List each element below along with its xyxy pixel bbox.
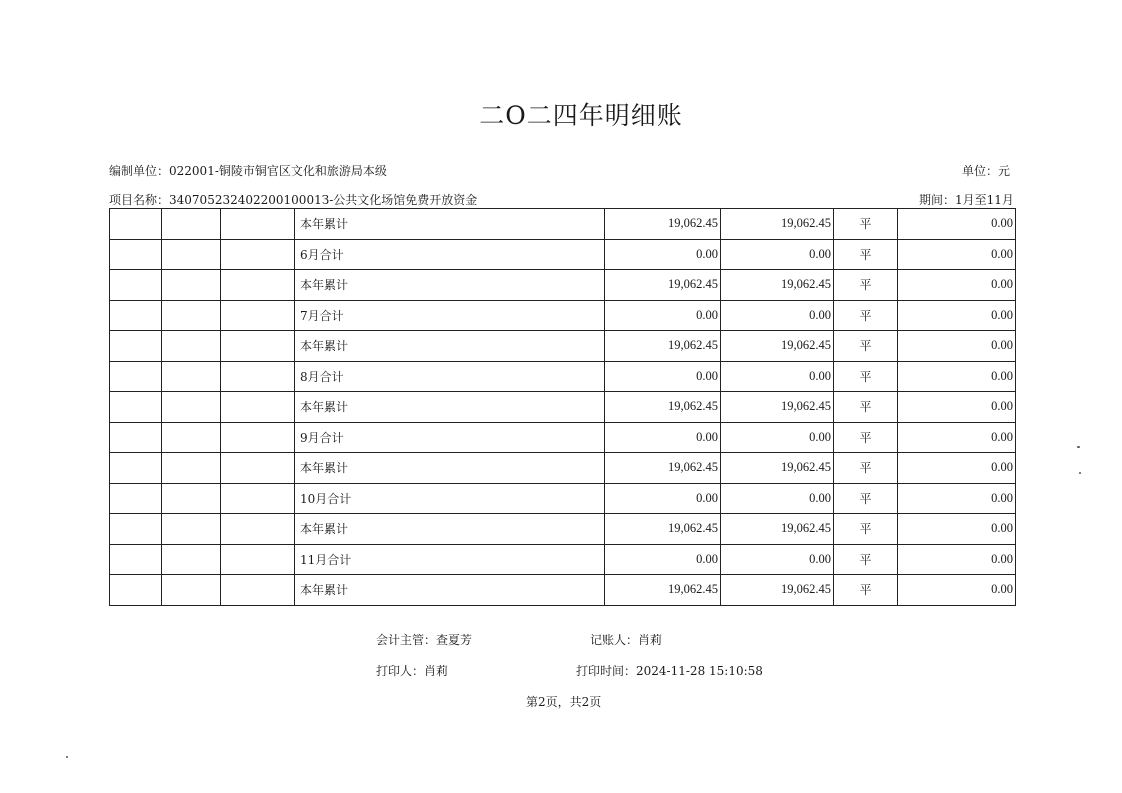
blank-cell — [110, 422, 162, 453]
printer-label: 打印人： — [376, 664, 425, 678]
direction-cell: 平 — [834, 575, 898, 606]
credit-cell: 19,062.45 — [721, 514, 834, 545]
blank-cell — [162, 331, 221, 362]
direction-cell: 平 — [834, 239, 898, 270]
table-row — [110, 453, 1016, 484]
blank-cell — [110, 392, 162, 423]
blank-cell — [110, 331, 162, 362]
summary-cell: 10月合计 — [295, 483, 605, 514]
table-row — [110, 300, 1016, 331]
debit-cell: 19,062.45 — [605, 270, 721, 301]
credit-cell: 0.00 — [721, 361, 834, 392]
balance-cell: 0.00 — [898, 483, 1016, 514]
balance-cell: 0.00 — [898, 270, 1016, 301]
scan-speck — [1077, 446, 1080, 448]
debit-cell: 0.00 — [605, 422, 721, 453]
blank-cell — [110, 483, 162, 514]
table-row — [110, 422, 1016, 453]
debit-cell: 19,062.45 — [605, 453, 721, 484]
summary-cell: 9月合计 — [295, 422, 605, 453]
summary-cell: 本年累计 — [295, 392, 605, 423]
direction-cell: 平 — [834, 392, 898, 423]
summary-cell: 本年累计 — [295, 331, 605, 362]
blank-cell — [110, 575, 162, 606]
supervisor — [376, 631, 472, 648]
page-info: 第2页，共2页 — [526, 695, 602, 709]
blank-cell — [221, 300, 295, 331]
direction-cell: 平 — [834, 361, 898, 392]
project-name-value: 34070523240220010001З-公共文化场馆免费开放资金 — [169, 193, 478, 207]
blank-cell — [110, 300, 162, 331]
balance-cell: 0.00 — [898, 544, 1016, 575]
table-row — [110, 239, 1016, 270]
direction-cell: 平 — [834, 422, 898, 453]
currency-unit-label: 单位： — [962, 164, 999, 178]
blank-cell — [221, 575, 295, 606]
debit-cell: 0.00 — [605, 544, 721, 575]
period-label: 期间： — [919, 193, 956, 207]
summary-cell: 7月合计 — [295, 300, 605, 331]
blank-cell — [162, 392, 221, 423]
currency-unit-value: 元 — [998, 164, 1011, 178]
period-value: 1月至11月 — [955, 193, 1014, 207]
credit-cell: 0.00 — [721, 544, 834, 575]
direction-cell: 平 — [834, 544, 898, 575]
blank-cell — [162, 361, 221, 392]
print-time-label: 打印时间： — [576, 664, 637, 678]
blank-cell — [110, 544, 162, 575]
compiling-unit-label: 编制单位： — [109, 164, 170, 178]
table-row — [110, 361, 1016, 392]
balance-cell: 0.00 — [898, 453, 1016, 484]
supervisor-label: 会计主管： — [376, 633, 437, 647]
scan-speck — [1079, 472, 1081, 474]
table-row — [110, 270, 1016, 301]
blank-cell — [162, 239, 221, 270]
credit-cell: 19,062.45 — [721, 392, 834, 423]
blank-cell — [221, 361, 295, 392]
blank-cell — [221, 331, 295, 362]
direction-cell: 平 — [834, 483, 898, 514]
blank-cell — [162, 270, 221, 301]
blank-cell — [162, 483, 221, 514]
balance-cell: 0.00 — [898, 239, 1016, 270]
blank-cell — [221, 453, 295, 484]
credit-cell: 19,062.45 — [721, 331, 834, 362]
blank-cell — [110, 514, 162, 545]
blank-cell — [221, 544, 295, 575]
debit-cell: 19,062.45 — [605, 575, 721, 606]
summary-cell: 本年累计 — [295, 209, 605, 240]
credit-cell: 19,062.45 — [721, 270, 834, 301]
table-row — [110, 209, 1016, 240]
blank-cell — [162, 575, 221, 606]
table-row — [110, 483, 1016, 514]
balance-cell: 0.00 — [898, 209, 1016, 240]
credit-cell: 0.00 — [721, 300, 834, 331]
debit-cell: 0.00 — [605, 361, 721, 392]
supervisor-value: 查夏芳 — [436, 633, 473, 647]
bookkeeper — [590, 631, 662, 648]
summary-cell: 本年累计 — [295, 270, 605, 301]
printer-value: 肖莉 — [424, 664, 449, 678]
blank-cell — [221, 514, 295, 545]
summary-cell: 本年累计 — [295, 575, 605, 606]
table-row — [110, 544, 1016, 575]
direction-cell: 平 — [834, 209, 898, 240]
table-row — [110, 392, 1016, 423]
blank-cell — [221, 483, 295, 514]
blank-cell — [162, 422, 221, 453]
bookkeeper-value: 肖莉 — [638, 633, 663, 647]
print-time-value: 2024-11-28 15:10:58 — [636, 664, 763, 678]
blank-cell — [162, 209, 221, 240]
blank-cell — [162, 544, 221, 575]
debit-cell: 19,062.45 — [605, 392, 721, 423]
blank-cell — [221, 239, 295, 270]
summary-cell: 8月合计 — [295, 361, 605, 392]
debit-cell: 0.00 — [605, 300, 721, 331]
ledger-body — [110, 209, 1016, 606]
blank-cell — [110, 361, 162, 392]
balance-cell: 0.00 — [898, 575, 1016, 606]
project-name — [109, 191, 477, 208]
credit-cell: 19,062.45 — [721, 453, 834, 484]
blank-cell — [221, 422, 295, 453]
balance-cell: 0.00 — [898, 392, 1016, 423]
balance-cell: 0.00 — [898, 514, 1016, 545]
scan-speck — [66, 756, 68, 758]
blank-cell — [221, 270, 295, 301]
ledger-table — [109, 208, 1016, 606]
credit-cell: 0.00 — [721, 239, 834, 270]
debit-cell: 0.00 — [605, 239, 721, 270]
currency-unit — [962, 162, 1010, 179]
direction-cell: 平 — [834, 514, 898, 545]
blank-cell — [110, 453, 162, 484]
ledger-title: 二O二四年明细账 — [479, 101, 683, 130]
print-time — [576, 662, 763, 679]
blank-cell — [162, 300, 221, 331]
summary-cell: 6月合计 — [295, 239, 605, 270]
period — [919, 191, 1014, 208]
credit-cell: 19,062.45 — [721, 575, 834, 606]
direction-cell: 平 — [834, 331, 898, 362]
blank-cell — [110, 270, 162, 301]
debit-cell: 19,062.45 — [605, 514, 721, 545]
blank-cell — [162, 514, 221, 545]
credit-cell: 0.00 — [721, 422, 834, 453]
blank-cell — [110, 239, 162, 270]
direction-cell: 平 — [834, 270, 898, 301]
debit-cell: 19,062.45 — [605, 331, 721, 362]
summary-cell: 本年累计 — [295, 453, 605, 484]
compiling-unit — [109, 162, 387, 179]
blank-cell — [221, 209, 295, 240]
blank-cell — [162, 453, 221, 484]
compiling-unit-value: 022001-铜陵市铜官区文化和旅游局本级 — [169, 164, 387, 178]
debit-cell: 19,062.45 — [605, 209, 721, 240]
blank-cell — [221, 392, 295, 423]
summary-cell: 本年累计 — [295, 514, 605, 545]
printer — [376, 662, 448, 679]
debit-cell: 0.00 — [605, 483, 721, 514]
project-name-label: 项目名称： — [109, 193, 170, 207]
table-row — [110, 575, 1016, 606]
direction-cell: 平 — [834, 453, 898, 484]
balance-cell: 0.00 — [898, 422, 1016, 453]
balance-cell: 0.00 — [898, 361, 1016, 392]
table-row — [110, 331, 1016, 362]
balance-cell: 0.00 — [898, 300, 1016, 331]
credit-cell: 19,062.45 — [721, 209, 834, 240]
credit-cell: 0.00 — [721, 483, 834, 514]
balance-cell: 0.00 — [898, 331, 1016, 362]
table-row — [110, 514, 1016, 545]
summary-cell: 11月合计 — [295, 544, 605, 575]
bookkeeper-label: 记账人： — [590, 633, 639, 647]
direction-cell: 平 — [834, 300, 898, 331]
blank-cell — [110, 209, 162, 240]
